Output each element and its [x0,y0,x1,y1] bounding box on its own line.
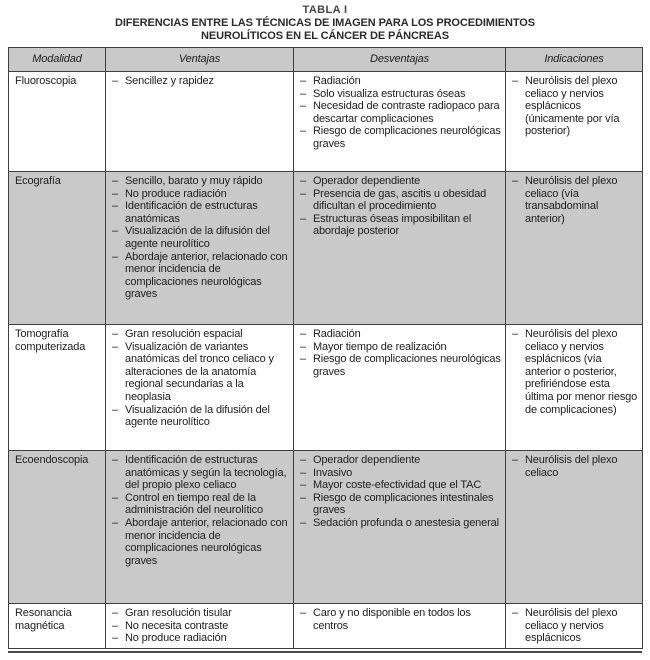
table-label: TABLA I [302,4,348,16]
list-item-text: Riesgo de complicaciones neurológicas graves [313,353,501,378]
table-row [9,604,643,649]
bullet-dash: – [512,75,518,87]
list-item [112,632,289,645]
cell-desventajas [294,172,506,325]
bullet-dash: – [300,125,306,138]
list-item-text: Visualización de la difusión del agente neurolítico [125,403,270,429]
list-item [512,175,638,225]
bullet-dash: – [112,187,118,200]
bullet-dash: – [112,454,118,466]
list-item-text: Operador dependiente [313,175,421,187]
list-item [112,328,289,341]
list-item [300,454,501,467]
cell-modalidad: Ecoendoscopia [9,451,106,604]
col-header-indicaciones: Indicaciones [506,48,643,72]
table-row [9,72,643,172]
bullet-dash: – [112,607,118,619]
list-item-text: Riesgo de complicaciones neurológicas graves [313,125,501,150]
list-item [512,454,638,479]
table-title-line2: NEUROLÍTICOS EN EL CÁNCER DE PÁNCREAS [201,29,449,42]
list-item-text: Riesgo de complicaciones intestinales graves [313,491,494,517]
bullet-dash: – [300,175,306,187]
bullet-dash: – [112,225,118,238]
bottom-rule [8,651,642,653]
cell-modalidad: Tomografía computerizada [9,325,106,451]
list-item [300,353,501,378]
cell-ventajas [106,325,294,451]
bullet-dash: – [512,328,518,340]
bullet-dash: – [112,403,118,416]
comparison-table [8,47,643,649]
bullet-dash: – [300,340,306,353]
list-item [300,175,501,188]
bullet-dash: – [300,479,306,492]
list-item [112,454,289,492]
list-item [112,341,289,404]
list-item-text: Neurólisis del plexo celiaco [525,454,618,479]
list-item [512,607,638,645]
list-item [300,213,501,238]
list-item [300,75,501,88]
list-item-text: Caro y no disponible en todos los centros [313,607,471,632]
bullet-dash: – [300,491,306,504]
list-item-text: No necesita contraste [125,619,229,632]
bullet-dash: – [112,75,118,87]
col-header-modalidad: Modalidad [9,48,106,72]
table-row [9,451,643,604]
list-item-text: Neurólisis del plexo celiaco y nervios esplácnicos (vía anterior o posterior, prefiriéndose esta última por menor riesgo de complicaciones) [525,328,638,416]
list-item [300,328,501,341]
list-item-text: Radiación [313,75,361,87]
bullet-dash: – [112,200,118,213]
cell-modalidad: Ecografía [9,172,106,325]
bullet-dash: – [300,100,306,113]
bullet-dash: – [300,87,306,100]
bullet-dash: – [300,353,306,366]
list-item [300,517,501,530]
list-item [300,479,501,492]
cell-desventajas [294,604,506,649]
list-item-text: Estructuras óseas imposibilitan el abordaje posterior [313,212,472,238]
list-item [112,188,289,201]
bullet-dash: – [112,250,118,263]
cell-desventajas [294,325,506,451]
list-item-text: Abordaje anterior, relacionado con menor incidencia de complicaciones neurológicas graves [125,250,288,301]
table-title-line1: DIFERENCIAS ENTRE LAS TÉCNICAS DE IMAGEN PARA LOS PROCEDIMIENTOS [115,17,535,29]
list-item-text: Visualización de variantes anatómicas del tronco celiaco y alteraciones de la anatomía regional secundarias a la neoplasia [125,340,274,403]
list-item-text: Gran resolución espacial [125,328,243,340]
cell-ventajas [106,172,294,325]
bullet-dash: – [112,328,118,340]
bullet-dash: – [112,516,118,529]
list-item [300,607,501,632]
bullet-dash: – [300,75,306,87]
list-item-text: Neurólisis del plexo celiaco y nervios esplácnicos [525,607,618,645]
list-item-text: Sencillo, barato y muy rápido [125,175,263,187]
list-item-text: Invasivo [313,466,353,479]
list-item-text: Gran resolución tisular [125,607,232,619]
bullet-dash: – [300,212,306,225]
list-item-text: Sedación profunda o anestesia general [313,516,499,529]
list-item [112,251,289,301]
list-item [300,492,501,517]
cell-indicaciones [506,72,643,172]
list-item [112,200,289,225]
list-item-text: Mayor coste-efectividad que el TAC [313,479,482,492]
cell-modalidad: Fluoroscopia [9,72,106,172]
list-item [112,620,289,633]
list-item [512,328,638,416]
bullet-dash: – [300,516,306,529]
bullet-dash: – [300,454,306,466]
list-item-text: Presencia de gas, ascitis u obesidad dificultan el procedimiento [313,187,487,213]
cell-indicaciones [506,325,643,451]
bullet-dash: – [300,466,306,479]
bullet-dash: – [112,340,118,353]
list-item [300,88,501,101]
cell-modalidad: Resonancia magnética [9,604,106,649]
list-item [112,75,289,88]
list-item [300,341,501,354]
list-item [300,188,501,213]
list-item-text: Necesidad de contraste radiopaco para descartar complicaciones [313,100,500,125]
bullet-dash: – [300,607,306,619]
cell-ventajas [106,604,294,649]
bullet-dash: – [112,619,118,632]
table-row [9,325,643,451]
bullet-dash: – [512,607,518,619]
list-item [300,125,501,150]
bullet-dash: – [112,175,118,187]
list-item-text: Solo visualiza estructuras óseas [313,87,466,100]
list-item [512,75,638,138]
list-item-text: Identificación de estructuras anatómicas y según la tecnología, del propio plexo celiaco [125,454,287,492]
bullet-dash: – [300,187,306,200]
cell-ventajas [106,72,294,172]
header-row [9,48,643,72]
list-item [300,100,501,125]
list-item [112,607,289,620]
cell-ventajas [106,451,294,604]
list-item-text: Mayor tiempo de realización [313,340,447,353]
list-item-text: Identificación de estructuras anatómicas [125,200,258,225]
table-caption [8,4,642,42]
list-item-text: No produce radiación [125,187,227,200]
list-item-text: Neurólisis del plexo celiaco y nervios esplácnicos (únicamente por vía posterior) [525,75,620,138]
list-item-text: Sencillez y rapidez [125,75,214,87]
list-item-text: Control en tiempo real de la administración del neurolítico [125,491,263,517]
bullet-dash: – [512,454,518,466]
list-item-text: Abordaje anterior, relacionado con menor incidencia de complicaciones neurológicas graves [125,516,288,567]
list-item [112,492,289,517]
col-header-desventajas: Desventajas [294,48,506,72]
bullet-dash: – [300,328,306,340]
list-item [112,517,289,567]
cell-indicaciones [506,451,643,604]
list-item-text: Neurólisis del plexo celiaco (vía transabdominal anterior) [525,175,618,225]
col-header-ventajas: Ventajas [106,48,294,72]
list-item-text: Operador dependiente [313,454,421,466]
cell-desventajas [294,451,506,604]
table-row [9,172,643,325]
table-body [9,72,643,649]
cell-indicaciones [506,604,643,649]
list-item-text: Radiación [313,328,361,340]
cell-desventajas [294,72,506,172]
bullet-dash: – [112,632,118,645]
bullet-dash: – [512,175,518,187]
cell-indicaciones [506,172,643,325]
list-item-text: Visualización de la difusión del agente neurolítico [125,225,270,250]
list-item [112,404,289,429]
list-item [112,175,289,188]
list-item-text: No produce radiación [125,632,227,645]
list-item [300,467,501,480]
bullet-dash: – [112,491,118,504]
list-item [112,225,289,250]
